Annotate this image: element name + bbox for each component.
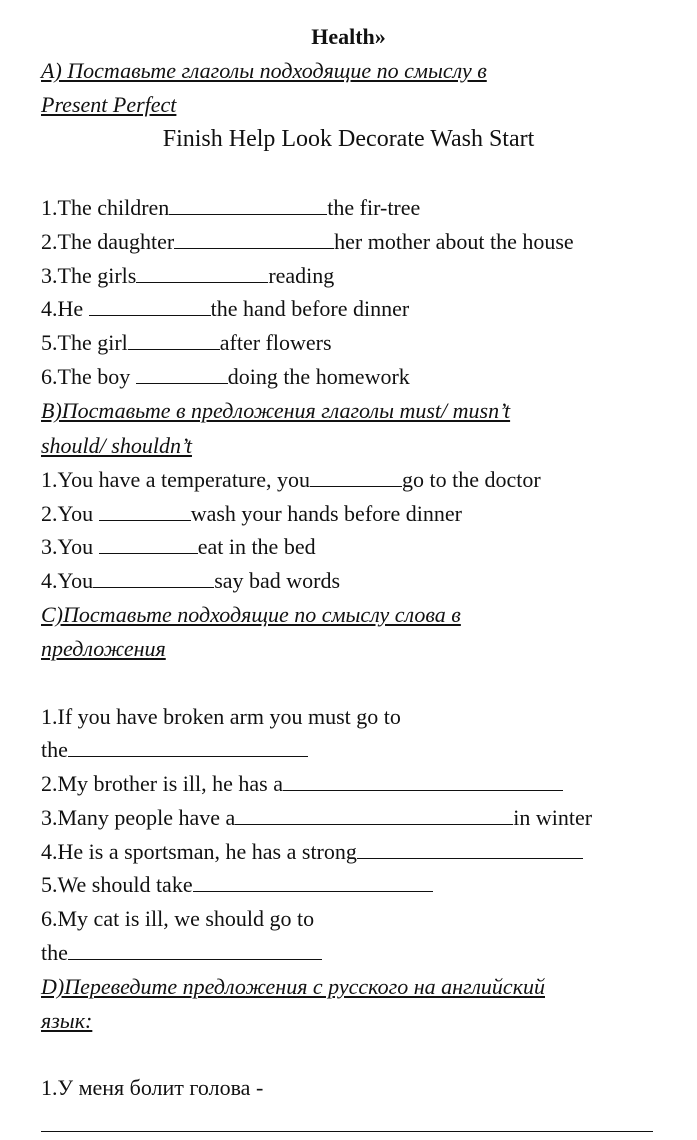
item-number: 3. <box>41 805 58 830</box>
item-number: 4. <box>41 296 58 321</box>
answer-blank[interactable] <box>68 937 322 960</box>
answer-blank[interactable] <box>136 361 228 384</box>
answer-blank[interactable] <box>89 293 211 316</box>
answer-blank[interactable] <box>68 734 308 757</box>
section-c-heading-line1: C)Поставьте подходящие по смыслу слова в <box>41 602 461 627</box>
answer-blank[interactable] <box>128 327 220 350</box>
item-number: 1. <box>41 704 58 729</box>
item-text-before: The boy <box>57 364 136 389</box>
section-c-heading-line2: предложения <box>41 636 166 661</box>
item-text-before: The girls <box>57 263 137 288</box>
answer-blank[interactable] <box>283 768 563 791</box>
item-number: 3. <box>41 263 58 288</box>
item-text-before: My cat is ill, we should go to <box>57 906 315 931</box>
item-number: 5. <box>41 872 58 897</box>
exercise-d-item-1 <box>41 1071 263 1105</box>
item-text-after: say bad words <box>214 568 341 593</box>
item-number: 3. <box>41 534 58 559</box>
item-text-after: doing the homework <box>227 364 410 389</box>
exercise-b-item-1 <box>41 463 541 497</box>
item-text-after: reading <box>268 263 335 288</box>
item-text-continuation: the <box>41 940 68 965</box>
item-number: 2. <box>41 229 58 254</box>
exercise-c-item-3 <box>41 801 592 835</box>
item-text-before: The daughter <box>57 229 175 254</box>
item-number: 2. <box>41 501 58 526</box>
section-b-heading-line1: B)Поставьте в предложения глаголы must/ musn’t <box>41 398 511 423</box>
section-a-heading-line2: Present Perfect <box>41 92 177 117</box>
answer-blank[interactable] <box>310 464 402 487</box>
item-number: 6. <box>41 906 58 931</box>
answer-blank[interactable] <box>174 226 334 249</box>
item-text-before: Many people have a <box>57 805 236 830</box>
answer-blank[interactable] <box>99 498 191 521</box>
section-b-heading-line2: should/ shouldn’t <box>41 433 192 458</box>
exercise-c-item-6-cont <box>41 936 322 970</box>
answer-blank[interactable] <box>99 531 198 554</box>
item-text-before: He <box>57 296 89 321</box>
answer-blank[interactable] <box>235 802 513 825</box>
exercise-a-item-3 <box>41 259 334 293</box>
item-number: 1. <box>41 1075 58 1100</box>
answer-blank[interactable] <box>136 260 268 283</box>
exercise-a-item-5 <box>41 326 332 360</box>
item-text-after: her mother about the house <box>334 229 574 254</box>
answer-blank[interactable] <box>193 869 433 892</box>
item-text-before: My brother is ill, he has a <box>57 771 283 796</box>
exercise-a-item-4 <box>41 292 409 326</box>
exercise-b-item-3 <box>41 530 316 564</box>
item-number: 5. <box>41 330 58 355</box>
item-number: 4. <box>41 568 58 593</box>
item-number: 1. <box>41 195 58 220</box>
item-text-continuation: the <box>41 737 68 762</box>
worksheet-title: Health» <box>311 24 386 49</box>
section-d-heading-line1: D)Переведите предложения с русского на английский <box>41 974 545 999</box>
item-number: 4. <box>41 839 58 864</box>
item-text-before: You <box>57 501 99 526</box>
item-number: 6. <box>41 364 58 389</box>
exercise-a-item-2 <box>41 225 574 259</box>
item-number: 2. <box>41 771 58 796</box>
exercise-a-item-6 <box>41 360 410 394</box>
item-text-after: go to the doctor <box>402 467 541 492</box>
answer-line[interactable] <box>41 1131 653 1132</box>
item-text-before: If you have broken arm you must go to <box>57 704 401 729</box>
item-text-after: the hand before dinner <box>210 296 410 321</box>
section-a-heading-line1: A) Поставьте глаголы подходящие по смыслу в <box>41 58 487 83</box>
item-number: 1. <box>41 467 58 492</box>
item-text-before: We should take <box>57 872 193 897</box>
answer-blank[interactable] <box>169 192 327 215</box>
section-d-heading-line2: язык: <box>41 1008 93 1033</box>
answer-blank[interactable] <box>357 836 583 859</box>
exercise-a-item-1 <box>41 191 420 225</box>
exercise-b-item-4 <box>41 564 340 598</box>
exercise-c-item-1 <box>41 700 401 734</box>
item-text-before: He is a sportsman, he has a strong <box>57 839 357 864</box>
exercise-c-item-4 <box>41 835 583 869</box>
exercise-c-item-6 <box>41 902 314 936</box>
item-text-before: The children <box>57 195 170 220</box>
item-text-after: eat in the bed <box>197 534 316 559</box>
exercise-c-item-1-cont <box>41 733 308 767</box>
verb-list: Finish Help Look Decorate Wash Start <box>162 126 535 152</box>
item-text-before: The girl <box>57 330 128 355</box>
exercise-c-item-5 <box>41 868 433 902</box>
item-text-after: after flowers <box>219 330 332 355</box>
item-text-before: You <box>57 534 99 559</box>
exercise-b-item-2 <box>41 497 462 531</box>
item-text-before: You have a temperature, you <box>57 467 311 492</box>
item-text-after: wash your hands before dinner <box>190 501 462 526</box>
answer-blank[interactable] <box>93 565 214 588</box>
exercise-c-item-2 <box>41 767 563 801</box>
item-text-before: У меня болит голова - <box>57 1075 264 1100</box>
item-text-after: in winter <box>513 805 593 830</box>
item-text-before: You <box>57 568 94 593</box>
item-text-after: the fir-tree <box>327 195 421 220</box>
